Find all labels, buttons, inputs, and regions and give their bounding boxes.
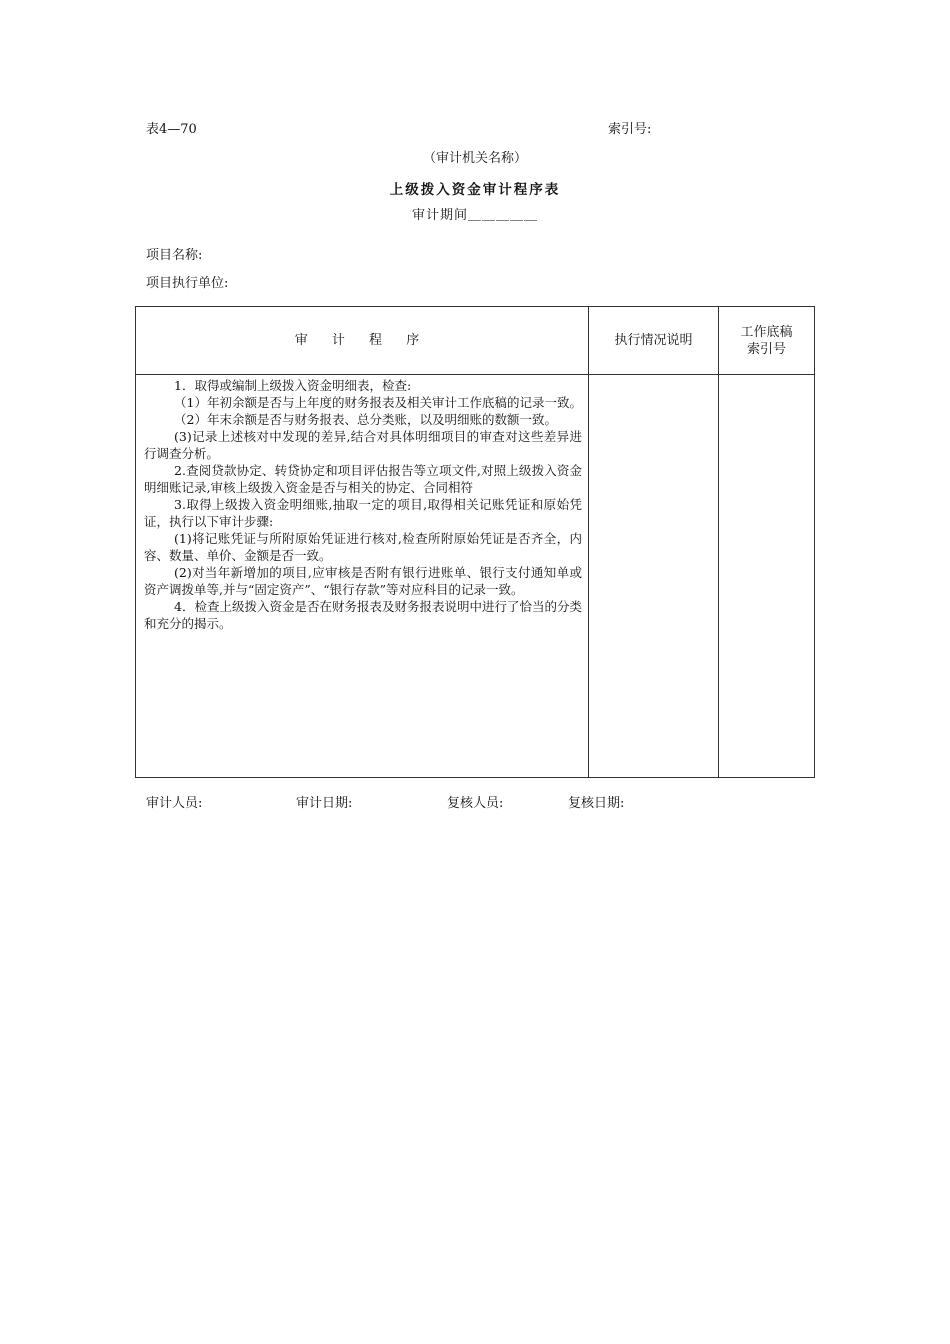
column-divider	[588, 307, 589, 777]
table-number: 表4—70	[146, 122, 197, 137]
review-date-label: 复核日期:	[568, 796, 625, 811]
auditor-label: 审计人员:	[146, 796, 203, 811]
procedure-step: (3)记录上述核对中发现的差异,结合对具体明细项目的审查对这些差异进行调查分析。	[144, 429, 582, 461]
column-header-status: 执行情况说明	[614, 333, 693, 348]
reviewer-label: 复核人员:	[447, 796, 504, 811]
column-header-procedure: 审 计 程 序	[294, 333, 430, 348]
project-name-label: 项目名称:	[146, 248, 203, 263]
procedure-step: （2）年末余额是否与财务报表、总分类账，以及明细账的数额一致。	[174, 412, 557, 427]
column-header-index-line2: 索引号	[746, 341, 786, 357]
project-unit-label: 项目执行单位:	[146, 276, 229, 291]
column-header-index	[719, 307, 814, 374]
procedure-step: 3.取得上级拨入资金明细账,抽取一定的项目,取得相关记账凭证和原始凭证，执行以下审计步骤:	[144, 497, 582, 529]
form-title: 上级拨入资金审计程序表	[389, 182, 561, 198]
procedure-step: (2)对当年新增加的项目,应审核是否附有银行进账单、银行支付通知单或资产调拨单等,并与“固定资产”、“银行存款”等对应科目的记录一致。	[144, 565, 582, 597]
audit-procedure-table	[135, 306, 815, 778]
index-number-label: 索引号:	[608, 122, 652, 137]
column-header-index-line1: 工作底稿	[740, 324, 793, 340]
header-divider	[136, 374, 814, 375]
procedure-step: 1．取得或编制上级拨入资金明细表，检查:	[174, 378, 412, 393]
signature-row	[0, 796, 950, 812]
procedure-step: 4．检查上级拨入资金是否在财务报表及财务报表说明中进行了恰当的分类和充分的揭示。	[144, 599, 582, 631]
procedure-steps	[144, 377, 582, 632]
audit-org-name: （审计机关名称）	[422, 151, 527, 166]
procedure-step: （1）年初余额是否与上年度的财务报表及相关审计工作底稿的记录一致。	[174, 395, 582, 410]
procedure-step: 2.查阅贷款协定、转贷协定和项目评估报告等立项文件,对照上级拨入资金明细账记录,审核上级拨入资金是否与相关的协定、合同相符	[144, 463, 582, 495]
column-divider	[718, 307, 719, 777]
audit-date-label: 审计日期:	[296, 796, 353, 811]
procedure-step: (1)将记账凭证与所附原始凭证进行核对,检查所附原始凭证是否齐全，内容、数量、单价、金额是否一致。	[144, 531, 582, 563]
audit-period: 审计期间＿＿＿＿＿	[411, 208, 538, 223]
